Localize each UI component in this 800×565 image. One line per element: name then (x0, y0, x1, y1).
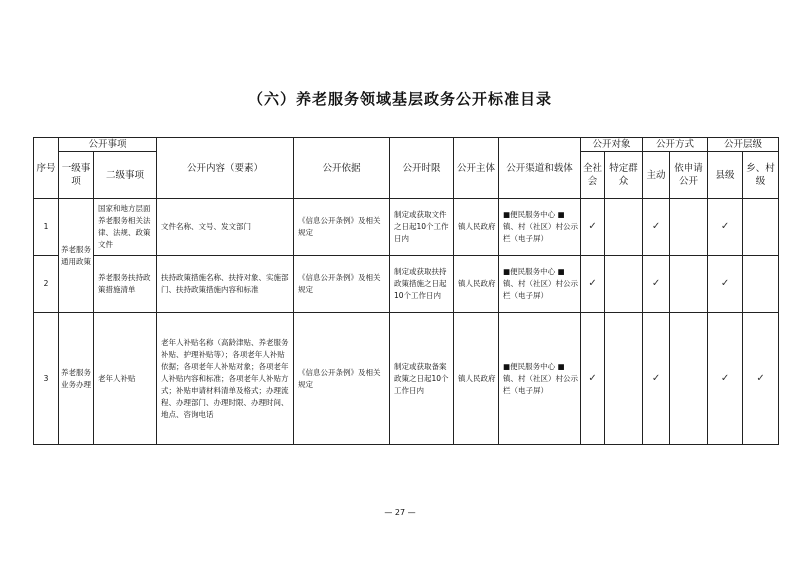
row-channel: ■便民服务中心 ■镇、村（社区）村公示栏（电子屏） (499, 256, 581, 313)
row-content: 文件名称、文号、发文部门 (157, 199, 294, 256)
check-icon: ✓ (708, 199, 743, 256)
table-row (34, 199, 779, 256)
header-method: 公开方式 (643, 138, 708, 152)
table-row (34, 313, 779, 445)
row-content: 老年人补贴名称（高龄津贴、养老服务补贴、护理补贴等）；各项老年人补贴依据；各项老年人补贴对象；各项老年人补贴内容和标准；各项老年人补贴方式；补贴申请材料清单及格式；办理流程、办理部门、办理时限、办理时间、地点、咨询电话 (157, 313, 294, 445)
header-content: 公开内容（要素） (157, 138, 294, 199)
header-channel: 公开渠道和载体 (499, 138, 581, 199)
row-method-apply (670, 199, 708, 256)
row-subject: 镇人民政府 (454, 199, 499, 256)
row-level2: 国家和地方层面养老服务相关法律、法规、政策文件 (94, 199, 157, 256)
row-seq: 2 (34, 256, 59, 313)
row-subject: 镇人民政府 (454, 313, 499, 445)
header-basis: 公开依据 (294, 138, 390, 199)
row-tier-town (743, 199, 779, 256)
header-matters: 公开事项 (59, 138, 157, 152)
row-channel: ■便民服务中心 ■镇、村（社区）村公示栏（电子屏） (499, 199, 581, 256)
row-seq: 1 (34, 199, 59, 256)
header-method-active: 主动 (643, 152, 670, 199)
row-basis: 《信息公开条例》及相关规定 (294, 199, 390, 256)
row-method-apply (670, 313, 708, 445)
row-time-limit: 制定或获取备案政策之日起10个工作日内 (390, 313, 454, 445)
header-level2: 二级事项 (94, 152, 157, 199)
row-target-specific (605, 256, 643, 313)
row-level2: 老年人补贴 (94, 313, 157, 445)
check-icon: ✓ (708, 313, 743, 445)
check-icon: ✓ (743, 313, 779, 445)
row-level1: 养老服务通用政策 (59, 199, 94, 313)
row-time-limit: 制定或获取扶持政策措施之日起10个工作日内 (390, 256, 454, 313)
header-tier-county: 县级 (708, 152, 743, 199)
header-subject: 公开主体 (454, 138, 499, 199)
header-seq: 序号 (34, 138, 59, 199)
header-target-specific: 特定群众 (605, 152, 643, 199)
row-time-limit: 制定或获取文件之日起10个工作日内 (390, 199, 454, 256)
header-time-limit: 公开时限 (390, 138, 454, 199)
header-tier: 公开层级 (708, 138, 779, 152)
check-icon: ✓ (708, 256, 743, 313)
row-basis: 《信息公开条例》及相关规定 (294, 256, 390, 313)
row-method-apply (670, 256, 708, 313)
check-icon: ✓ (581, 256, 605, 313)
row-subject: 镇人民政府 (454, 256, 499, 313)
table-row (34, 256, 779, 313)
row-tier-town (743, 256, 779, 313)
check-icon: ✓ (643, 256, 670, 313)
row-seq: 3 (34, 313, 59, 445)
header-target: 公开对象 (581, 138, 643, 152)
check-icon: ✓ (643, 199, 670, 256)
header-method-apply: 依申请公开 (670, 152, 708, 199)
header-target-all: 全社会 (581, 152, 605, 199)
row-content: 扶持政策措施名称、扶持对象、实施部门、扶持政策措施内容和标准 (157, 256, 294, 313)
row-level1: 养老服务业务办理 (59, 313, 94, 445)
check-icon: ✓ (581, 313, 605, 445)
row-target-specific (605, 313, 643, 445)
standard-catalog-table (33, 137, 779, 445)
row-target-specific (605, 199, 643, 256)
check-icon: ✓ (581, 199, 605, 256)
row-basis: 《信息公开条例》及相关规定 (294, 313, 390, 445)
check-icon: ✓ (643, 313, 670, 445)
row-level2: 养老服务扶持政策措施清单 (94, 256, 157, 313)
header-tier-town: 乡、村级 (743, 152, 779, 199)
page-number: — 27 — (384, 508, 416, 517)
header-level1: 一级事项 (59, 152, 94, 199)
page-title: （六）养老服务领域基层政务公开标准目录 (247, 90, 552, 108)
row-channel: ■便民服务中心 ■镇、村（社区）村公示栏（电子屏） (499, 313, 581, 445)
